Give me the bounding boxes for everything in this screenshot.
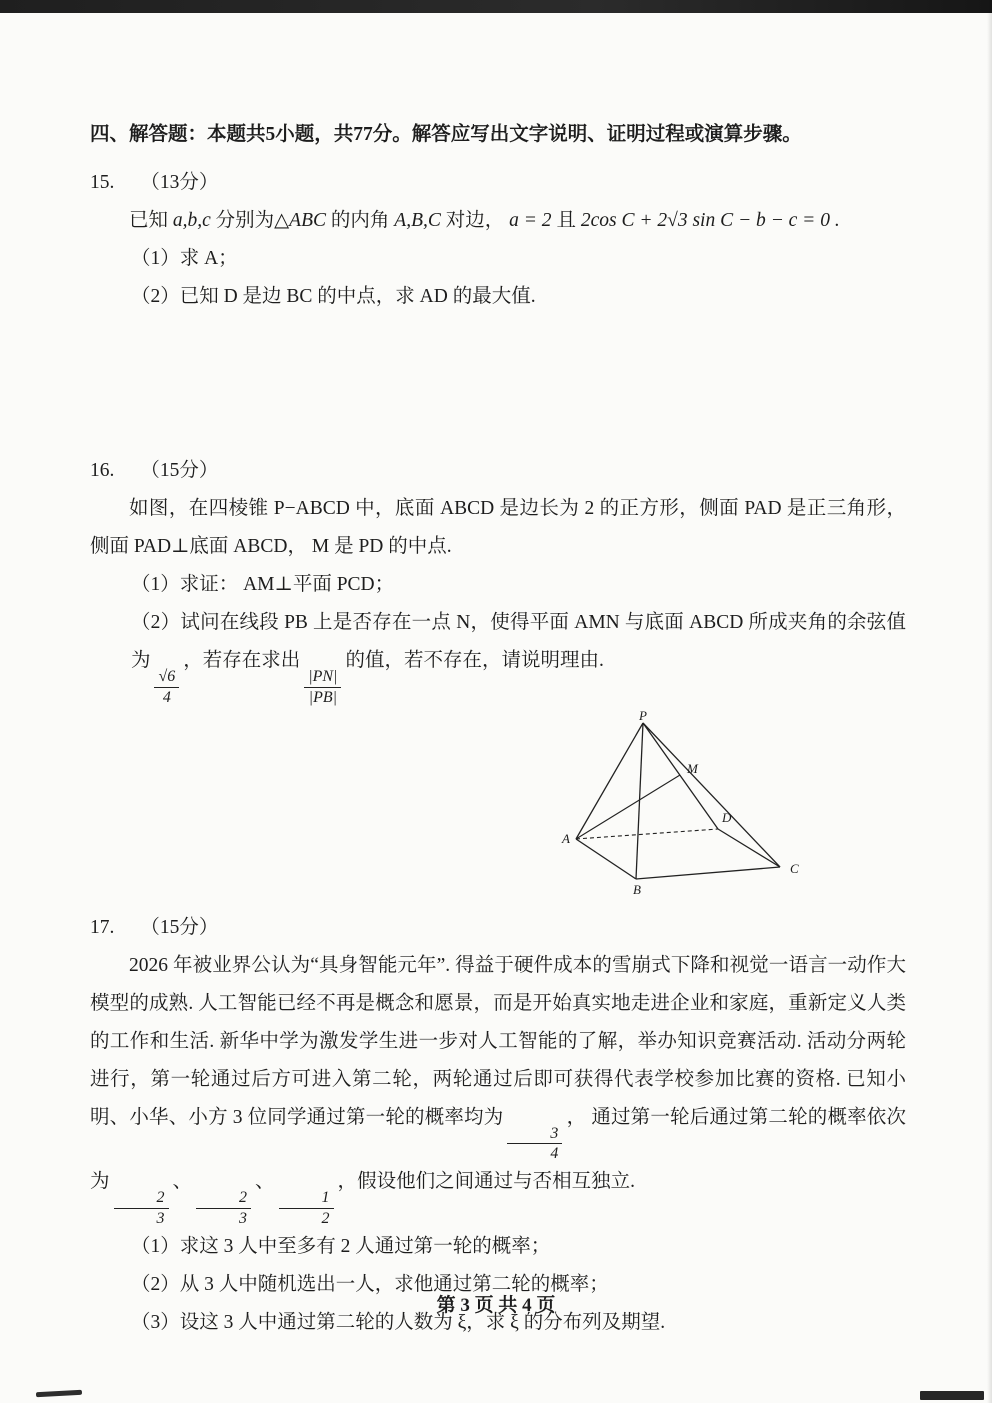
fraction-denominator: 3 bbox=[156, 1209, 165, 1227]
q15-part-1: （1）求 A； bbox=[130, 248, 238, 270]
question-15 bbox=[90, 164, 906, 316]
q16-heading bbox=[90, 452, 906, 490]
q17-number: 17. bbox=[90, 916, 115, 938]
scan-artifact-bottom-left bbox=[36, 1390, 82, 1397]
page-content bbox=[90, 116, 906, 1342]
fraction-denominator: 4 bbox=[550, 1145, 559, 1163]
edge-PD bbox=[643, 723, 718, 829]
scan-artifact-right-edge bbox=[987, 0, 992, 1403]
text-run: 2026 年被业界公认为“具身智能元年”. 得益于硬件成本的雪崩式下降和视觉一语言一动作大模型的成熟. 人工智能已经不再是概念和愿景，而是开始真实地走进企业和家庭，重新定义人类的工作和生活. 新华中学为激发学生进一步对人工智能的了解，举办知识竞赛活动. 活动分两轮进行，第一轮通过后方可进入第二轮，两轮通过后即可获得代表学校参加比赛的资格. 已知小明、小华、小方 3 位同学通过第一轮的概率均为 bbox=[90, 954, 906, 1128]
text-run: （2）试问在线段 PB 上是否存在一点 N，使得平面 AMN 与底面 ABCD 所成夹角的余弦值为 bbox=[130, 612, 906, 672]
vertex-label-d: D bbox=[722, 809, 732, 825]
text-run: 已知 bbox=[129, 210, 173, 232]
q17-points: （15分） bbox=[140, 916, 219, 938]
fraction-denominator: |PB| bbox=[308, 688, 337, 706]
segment-AM bbox=[576, 775, 680, 839]
edge-AD-dashed bbox=[576, 829, 718, 839]
text-run: 假设他们之间通过与否相互独立. bbox=[357, 1171, 635, 1193]
text-run: 、 bbox=[255, 1171, 275, 1193]
text-run: 的值，若不存在，请说明理由. bbox=[345, 650, 604, 672]
q16-points: （15分） bbox=[140, 460, 219, 482]
question-16 bbox=[90, 452, 906, 899]
vertex-label-a: A bbox=[562, 830, 570, 846]
math-run: a = 2 bbox=[509, 210, 552, 232]
edge-PA bbox=[576, 723, 643, 839]
text-run: ， 通过第一轮后通过第二轮的概率依次为 bbox=[90, 1106, 906, 1193]
text-run: ，若存在求出 bbox=[183, 650, 301, 672]
section-header: 四、解答题：本题共5小题，共77分。解答应写出文字说明、证明过程或演算步骤。 bbox=[90, 124, 802, 145]
math-run: 2cos C + 2√3 sin C − b − c = 0 . bbox=[580, 210, 840, 232]
fraction-numerator: √6 bbox=[154, 667, 179, 687]
math-run: ABC bbox=[289, 210, 327, 232]
q15-points: （13分） bbox=[140, 172, 219, 194]
q17-heading bbox=[90, 909, 906, 947]
vertex-label-c: C bbox=[790, 860, 799, 876]
fraction-denominator: 4 bbox=[162, 688, 171, 706]
fraction-2-3-b bbox=[196, 1188, 251, 1227]
fraction-numerator: |PN| bbox=[304, 667, 341, 687]
fraction-2-3-a bbox=[114, 1188, 169, 1227]
q16-number: 16. bbox=[90, 460, 115, 482]
fraction-1-2 bbox=[279, 1188, 334, 1227]
edge-BC bbox=[636, 867, 780, 879]
edge-AB bbox=[576, 839, 636, 879]
pn-over-pb-fraction bbox=[304, 667, 341, 706]
vertex-label-m: M bbox=[687, 760, 698, 776]
text-run: 、 bbox=[172, 1171, 193, 1193]
page-footer: 第 3 页 共 4 页 bbox=[436, 1295, 556, 1316]
text-run: ， bbox=[337, 1171, 358, 1193]
q15-number: 15. bbox=[90, 172, 115, 194]
math-run: A,B,C bbox=[394, 210, 441, 232]
fraction-denominator: 2 bbox=[321, 1209, 330, 1227]
fraction-denominator: 3 bbox=[239, 1209, 248, 1227]
answer-space bbox=[90, 316, 906, 442]
fraction-3-4 bbox=[507, 1124, 562, 1163]
q15-heading bbox=[90, 164, 906, 202]
text-run: 且 bbox=[551, 210, 581, 232]
text-run: 的内角 bbox=[326, 210, 395, 232]
q17-part-3: （3）设这 3 人中通过第二轮的人数为 ξ，求 ξ 的分布列及期望. bbox=[130, 1311, 666, 1333]
q17-part-2: （2）从 3 人中随机选出一人，求他通过第二轮的概率； bbox=[130, 1273, 609, 1295]
question-17 bbox=[90, 909, 906, 1342]
text-run: 分别为△ bbox=[210, 210, 290, 232]
text-run: 对边， bbox=[440, 210, 510, 232]
q17-part-1: （1）求这 3 人中至多有 2 人通过第一轮的概率； bbox=[130, 1235, 551, 1257]
q16-statement: 如图，在四棱锥 P−ABCD 中，底面 ABCD 是边长为 2 的正方形，侧面 PAD 是正三角形，侧面 PAD⊥底面 ABCD， M 是 PD 的中点. bbox=[90, 498, 906, 558]
q15-part-2: （2）已知 D 是边 BC 的中点，求 AD 的最大值. bbox=[130, 286, 536, 308]
edge-PC bbox=[643, 723, 780, 867]
q17-intro bbox=[90, 947, 906, 1228]
fraction-numerator: 2 bbox=[114, 1188, 169, 1208]
q16-figure-row bbox=[90, 711, 906, 899]
vertex-label-p: P bbox=[639, 710, 647, 723]
math-run: a,b,c bbox=[172, 210, 211, 232]
fraction-numerator: 1 bbox=[279, 1188, 334, 1208]
scan-artifact-top bbox=[0, 0, 992, 13]
scan-artifact-bottom-right bbox=[920, 1391, 984, 1400]
q16-part-2 bbox=[131, 604, 906, 707]
pyramid-figure bbox=[558, 711, 814, 899]
vertex-label-b: B bbox=[633, 881, 641, 897]
q15-statement bbox=[90, 202, 906, 240]
fraction-numerator: 2 bbox=[196, 1188, 251, 1208]
fraction-numerator: 3 bbox=[507, 1124, 562, 1144]
q16-part-1: （1）求证： AM⊥平面 PCD； bbox=[130, 574, 395, 596]
sqrt6-over-4-fraction bbox=[154, 667, 179, 706]
